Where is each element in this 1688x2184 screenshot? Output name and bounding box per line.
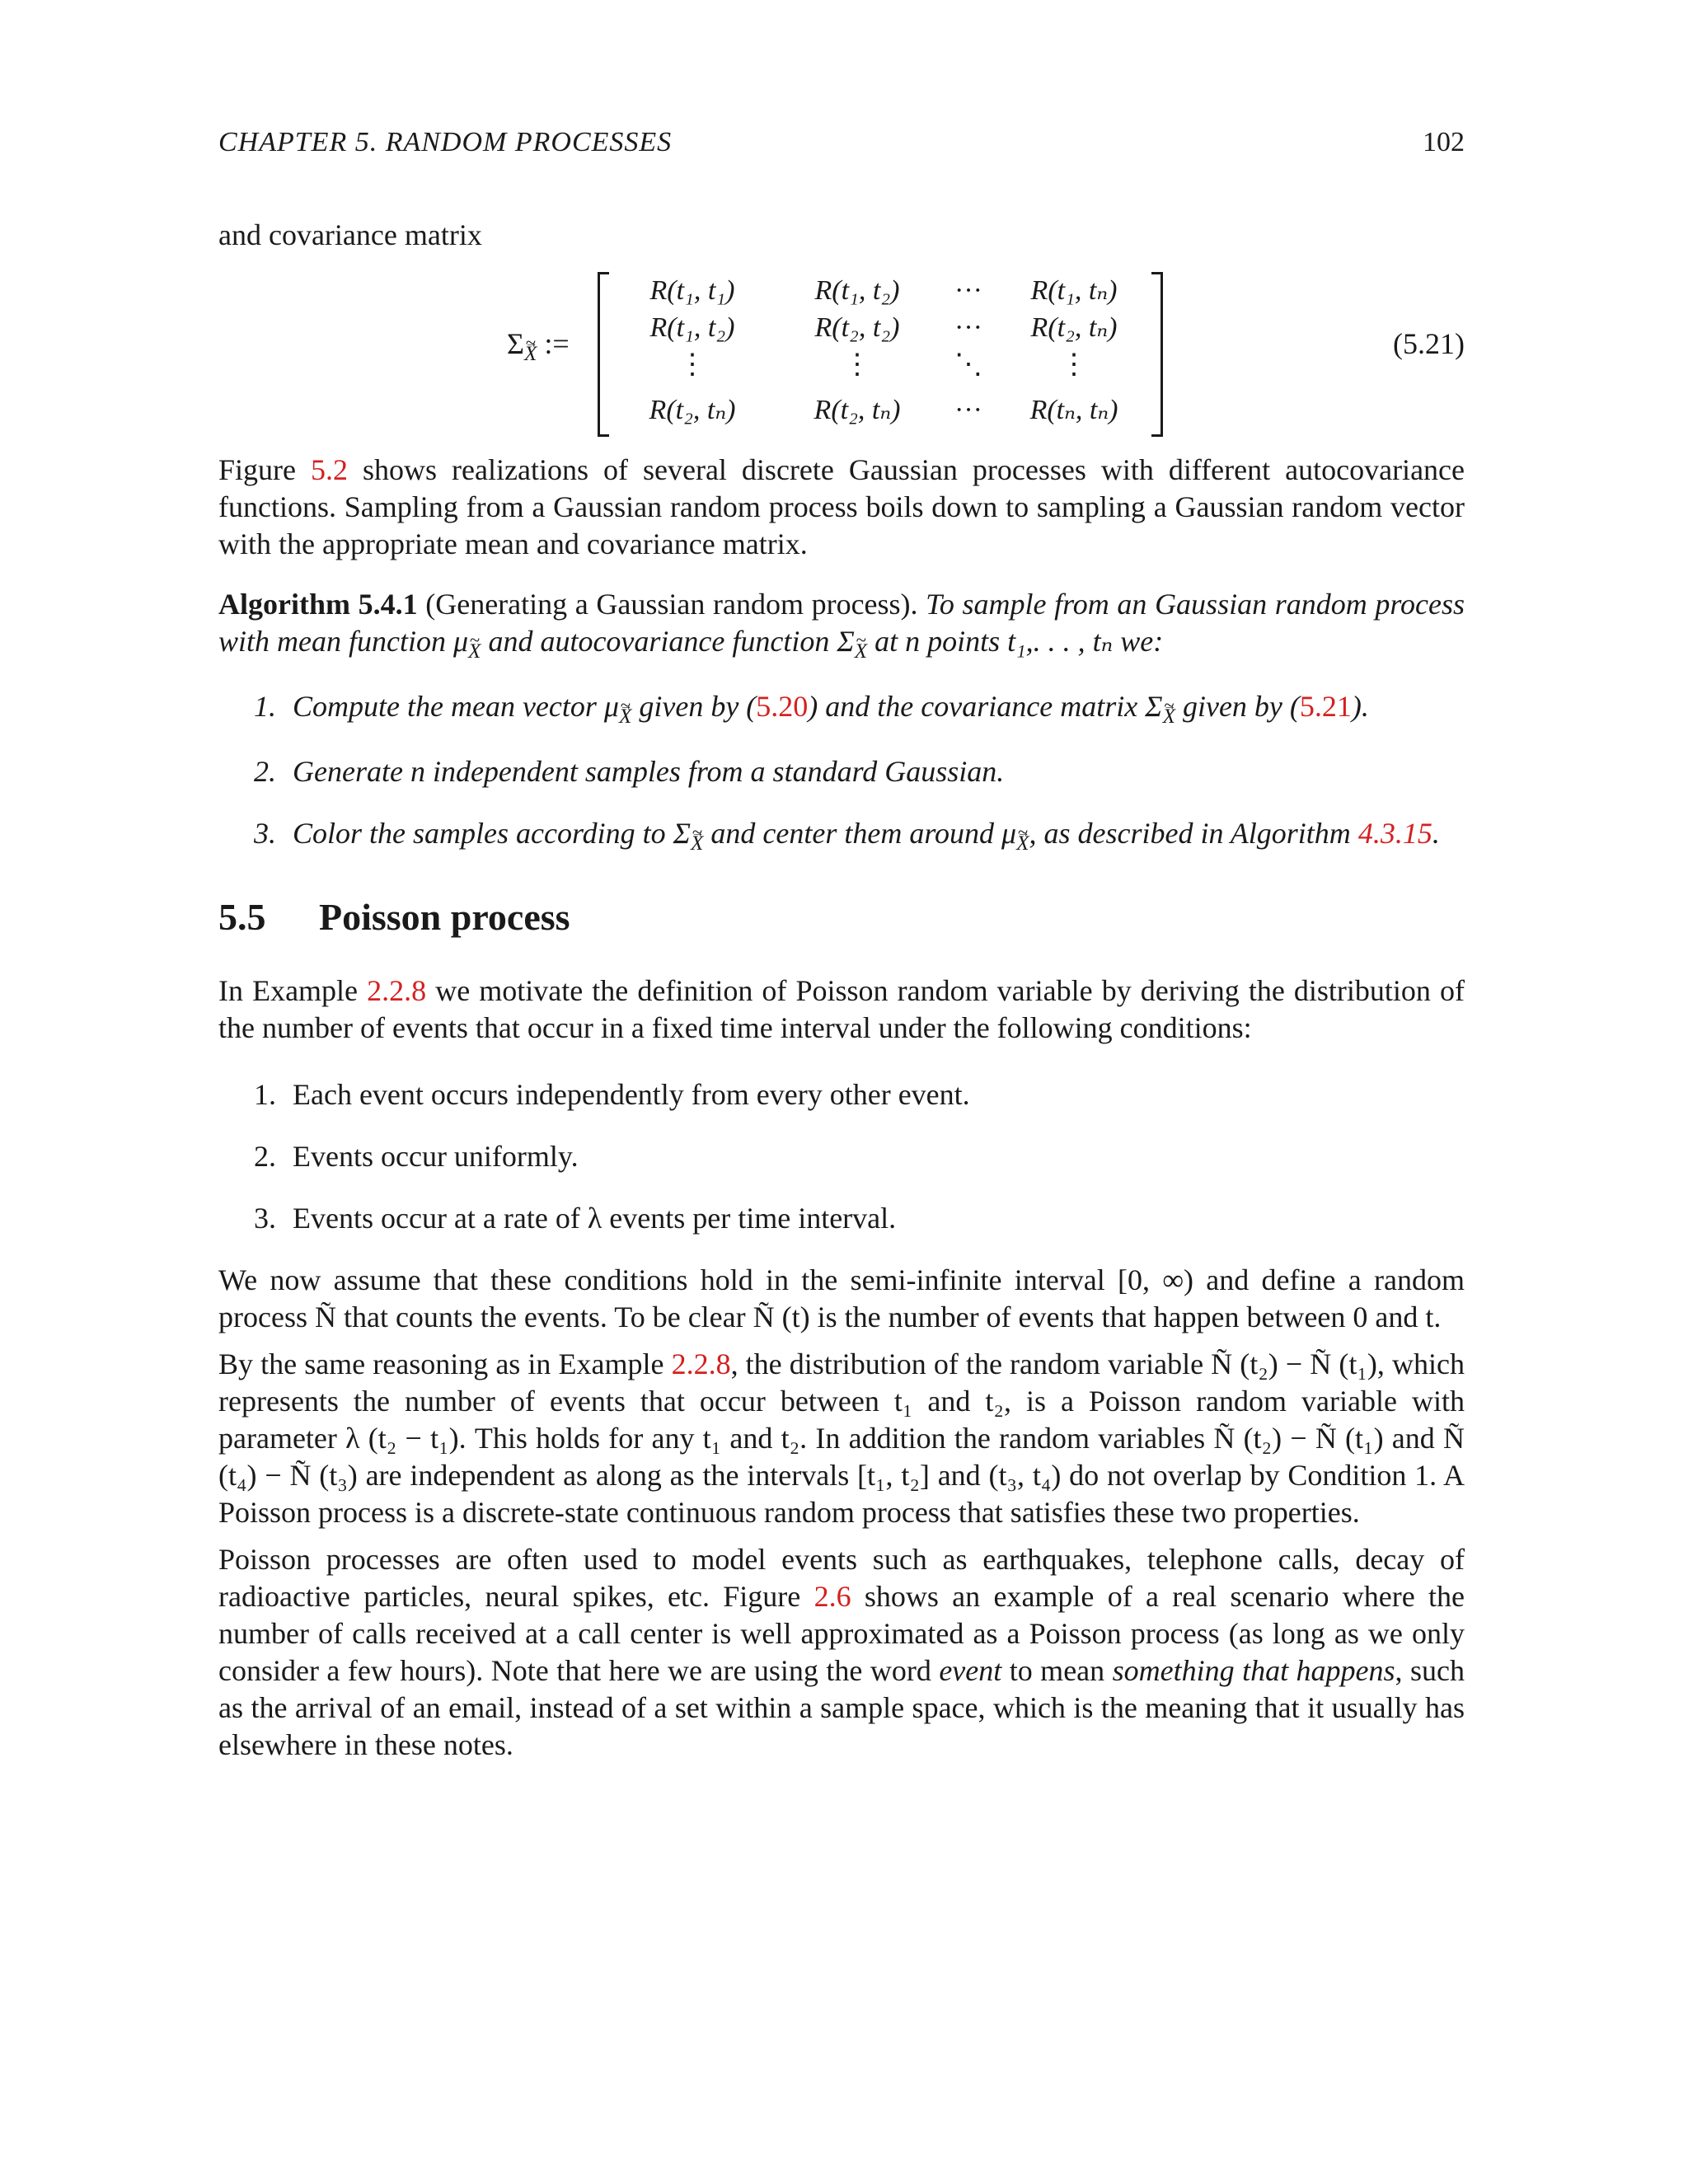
matrix-cell: R(t₂, tₙ) (1030, 312, 1118, 343)
matrix-cell: ⋮ (678, 349, 706, 380)
list-item: 3. Events occur at a rate of λ events per time interval. (254, 1202, 897, 1235)
algorithm-steps (218, 688, 1465, 855)
matrix-cell: R(t₁, t₁) (649, 275, 735, 306)
matrix-cell: ··· (954, 275, 982, 306)
list-item: 1. Each event occurs independently from every other event. (254, 1078, 970, 1111)
conditions-list (218, 1076, 1465, 1237)
matrix-grid (610, 272, 1151, 437)
matrix-cell: ··· (954, 312, 982, 343)
matrix-cell: R(t₂, tₙ) (649, 395, 736, 425)
matrix-cell: ⋱ (954, 349, 982, 380)
equation-lhs: Σ→ ~ $_X$ := (507, 326, 570, 366)
matrix-cell: R(t₁, t₂) (814, 275, 900, 306)
matrix (598, 272, 1163, 437)
matrix-cell: R(t₁, tₙ) (1030, 275, 1118, 306)
paragraph-semi-infinite: We now assume that these conditions hold in the semi-infinite interval [0, ∞) and define a random process Ñ that counts the events. To be clear Ñ (t) is the number of events that happen between 0 and t. (218, 1263, 1465, 1333)
equation-number: (5.21) (1393, 327, 1465, 360)
link-eq-5-21[interactable]: 5.21 (1299, 690, 1352, 723)
link-example-2-2-8-second[interactable]: 2.2.8 (671, 1347, 731, 1380)
list-item: 2. Events occur uniformly. (254, 1140, 579, 1173)
link-eq-5-20[interactable]: 5.20 (756, 690, 809, 723)
list-item: 3. Color the samples according to Σ→ ~ $_X$ and center them around μ→ ~ $_X$, as described in Algorithm 4.3.15. (218, 815, 1465, 855)
matrix-cell: ⋮ (1060, 349, 1088, 380)
link-example-2-2-8[interactable]: 2.2.8 (367, 974, 427, 1007)
link-algorithm-4-3-15[interactable]: 4.3.15 (1357, 817, 1432, 850)
section-number: 5.5 (218, 896, 266, 938)
paragraph-figure-5-2: Figure 5.2 shows realizations of several discrete Gaussian processes with different autocovariance functions. Sampling from a Gaussian random process boils down to sampling a Gaussian random vector with the appropriate mean and covariance matrix. (218, 453, 1465, 560)
paragraph-poisson-distribution: By the same reasoning as in Example 2.2.8, the distribution of the random variable Ñ (t₂) − Ñ (t₁), which represents the number of events that occur between t₁ and t₂, is a Poisson random variable with parameter λ (t₂ − t₁). This holds for any t₁ and t₂. In addition the random variables Ñ (t₂) − Ñ (t₁) and Ñ (t₄) − Ñ (t₃) are independent as along as the intervals [t₁, t₂] and (t₃, t₄) do not overlap by Condition 1. A Poisson process is a discrete-state continuous random process that satisfies these two properties. (218, 1347, 1465, 1529)
list-item: 2. Generate n independent samples from a standard Gaussian. (254, 755, 1005, 788)
algorithm-label: Algorithm 5.4.1 (218, 588, 418, 621)
matrix-cell: R(t₁, t₂) (649, 312, 735, 343)
paragraph-example: In Example 2.2.8 we motivate the definition of Poisson random variable by deriving the distribution of the number of events that occur in a fixed time interval under the following conditions: (218, 974, 1465, 1044)
intro-text: and covariance matrix (218, 218, 482, 251)
link-figure-5-2[interactable]: 5.2 (311, 453, 349, 486)
link-figure-2-6[interactable]: 2.6 (814, 1580, 851, 1613)
section-heading (218, 898, 1465, 948)
matrix-cell: R(tₙ, tₙ) (1029, 395, 1118, 425)
running-header (218, 124, 1465, 165)
page-number: 102 (1423, 127, 1465, 157)
section-title: Poisson process (319, 896, 570, 938)
matrix-cell: ··· (954, 395, 982, 425)
chapter-title: CHAPTER 5. RANDOM PROCESSES (218, 127, 673, 157)
algorithm-statement: Algorithm 5.4.1 (Generating a Gaussian random process). To sample from an Gaussian random process with mean function μ~ $_X$ and autocovariance function Σ~ $_X$ at n points t₁,. . . , tₙ we: (218, 586, 1465, 663)
list-item: 1. Compute the mean vector μ→ ~ $_X$ given by (5.20) and the covariance matrix Σ→ ~ $_X$ given by (5.21). (218, 688, 1465, 729)
covariance-matrix-equation (218, 272, 1465, 437)
matrix-cell: R(t₂, t₂) (814, 312, 900, 343)
paragraph-applications: Poisson processes are often used to model events such as earthquakes, telephone calls, decay of radioactive particles, neural spikes, etc. Figure 2.6 shows an example of a real scenario where the number of calls received at a call center is well approximated as a Poisson process (as long as we only consider a few hours). Note that here we are using the word event to mean something that happens, such as the arrival of an email, instead of a set within a sample space, which is the meaning that it usually has elsewhere in these notes. (218, 1543, 1465, 1761)
page (218, 124, 1465, 1764)
matrix-cell: R(t₂, tₙ) (814, 395, 901, 425)
matrix-cell: ⋮ (843, 349, 871, 380)
